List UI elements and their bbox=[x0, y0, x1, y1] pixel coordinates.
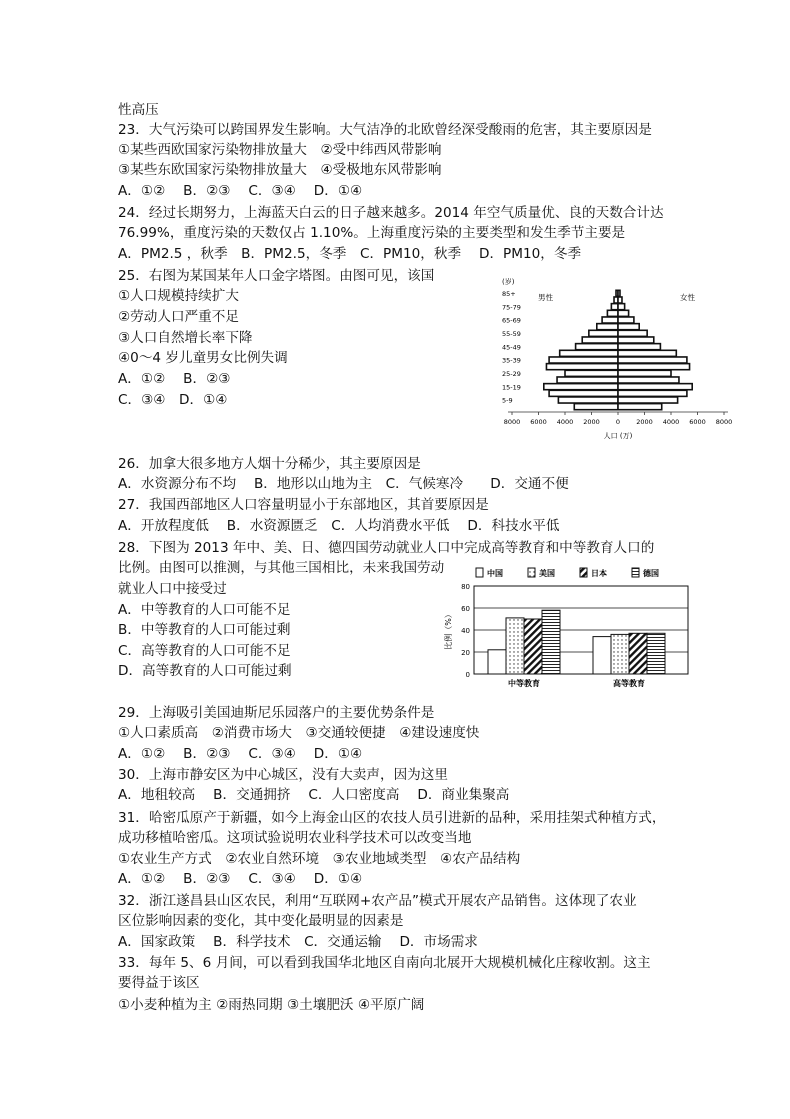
legend-male: 男性 bbox=[538, 293, 553, 302]
age-tick-label: 55-59 bbox=[502, 330, 521, 338]
age-tick-label: 75-79 bbox=[502, 303, 521, 312]
bar bbox=[593, 637, 611, 674]
text-line: 23．大气污染可以跨国界发生影响。大气洁净的北欧曾经深受酸雨的危害，其主要原因是 bbox=[118, 122, 652, 138]
pyramid-bar-female bbox=[618, 344, 660, 350]
text-line: ④0～4 岁儿童男女比例失调 bbox=[118, 350, 288, 366]
text-line: A．水资源分布不均 B．地形以山地为主 C．气候寒冷 D．交通不便 bbox=[118, 476, 569, 492]
text-line: ①人口规模持续扩大 bbox=[118, 288, 239, 304]
pyramid-bar-male bbox=[560, 350, 618, 356]
text-line: ③人口自然增长率下降 bbox=[118, 330, 253, 346]
pyramid-bar-male bbox=[582, 337, 618, 343]
text-line: A．①② B．②③ C．③④ D．①④ bbox=[118, 183, 363, 199]
bar bbox=[506, 618, 524, 674]
text-line: A．①② B．②③ C．③④ D．①④ bbox=[118, 871, 363, 887]
pyramid-bar-male bbox=[607, 310, 618, 316]
text-line: A．地租较高 B．交通拥挤 C．人口密度高 D．商业集聚高 bbox=[118, 787, 510, 803]
bar bbox=[524, 619, 542, 674]
pyramid-bar-female bbox=[618, 364, 690, 370]
legend-swatch bbox=[528, 568, 535, 577]
text-line: 76.99%，重度污染的天数仅占 1.10%。上海重度污染的主要类型和发生季节主要是 bbox=[118, 225, 626, 241]
x-axis-label: 人口 (万) bbox=[603, 432, 633, 440]
age-tick-label: 25-29 bbox=[502, 370, 521, 378]
text-line: 比例。由图可以推测，与其他三国相比，未来我国劳动 bbox=[118, 560, 445, 576]
x-tick-label: 8000 bbox=[715, 418, 733, 426]
x-tick-label: 4000 bbox=[556, 418, 574, 426]
text-line: A．①② B．②③ C．③④ D．①④ bbox=[118, 746, 363, 762]
text-line: A．开放程度低 B．水资源匮乏 C．人均消费水平低 D．科技水平低 bbox=[118, 518, 560, 534]
text-line: 性高压 bbox=[118, 102, 159, 118]
y-tick-label: 20 bbox=[461, 649, 470, 657]
pyramid-bar-male bbox=[589, 330, 618, 336]
pyramid-bar-male bbox=[549, 390, 618, 396]
age-tick-label: 45-49 bbox=[502, 343, 521, 352]
pyramid-bar-male bbox=[549, 357, 618, 363]
pyramid-bar-female bbox=[618, 397, 678, 403]
legend-label: 美国 bbox=[539, 569, 555, 578]
text-line: 29．上海吸引美国迪斯尼乐园落户的主要优势条件是 bbox=[118, 705, 435, 721]
text-line: 25．右图为某国某年人口金字塔图。由图可见，该国 bbox=[118, 268, 435, 284]
pyramid-bar-female bbox=[618, 404, 662, 410]
pyramid-bar-female bbox=[618, 324, 639, 330]
text-line: 31．哈密瓜原产于新疆，如今上海金山区的农技人员引进新的品种，采用挂架式种植方式， bbox=[118, 810, 666, 826]
text-line: ①人口素质高 ②消费市场大 ③交通较便捷 ④建设速度快 bbox=[118, 725, 480, 741]
y-axis-label: 比例（%） bbox=[444, 610, 453, 650]
text-line: A．①② B．②③ bbox=[118, 371, 231, 387]
text-line: ③某些东欧国家污染物排放量大 ④受极地东风带影响 bbox=[118, 162, 442, 178]
pyramid-bar-male bbox=[557, 377, 618, 383]
x-tick-label: 0 bbox=[615, 418, 621, 426]
text-line: A．PM2.5 ，秋季 B．PM2.5，冬季 C．PM10，秋季 D．PM10，冬季 bbox=[118, 246, 582, 262]
pyramid-bar-female bbox=[618, 304, 625, 310]
text-line: 32．浙江遂昌县山区农民，利用“互联网+农产品”模式开展农产品销售。这体现了农业 bbox=[118, 893, 637, 909]
text-line: 27．我国西部地区人口容量明显小于东部地区，其首要原因是 bbox=[118, 497, 489, 513]
text-line: 30．上海市静安区为中心城区，没有大卖声，因为这里 bbox=[118, 767, 448, 783]
pyramid-bar-female bbox=[618, 377, 679, 383]
x-tick-label: 6000 bbox=[689, 418, 706, 426]
pyramid-bar-female bbox=[618, 330, 647, 336]
text-line: ②劳动人口严重不足 bbox=[118, 309, 239, 325]
pyramid-bar-male bbox=[565, 370, 618, 376]
age-tick-label: 35-39 bbox=[502, 356, 521, 365]
education-bar-chart bbox=[440, 562, 695, 694]
text-line: C．高等教育的人口可能不足 bbox=[118, 643, 291, 659]
age-tick-label: 65-69 bbox=[502, 316, 521, 325]
text-line: 成功移植哈密瓜。这项试验说明农业科学技术可以改变当地 bbox=[118, 830, 472, 846]
pyramid-bar-male bbox=[576, 344, 618, 350]
legend-label: 德国 bbox=[643, 569, 659, 578]
y-tick-label: 60 bbox=[461, 605, 470, 613]
legend-label: 日本 bbox=[591, 569, 607, 578]
pyramid-bar-female bbox=[618, 297, 622, 303]
x-tick-label: 2000 bbox=[636, 418, 653, 426]
x-tick-label: 2000 bbox=[583, 418, 600, 426]
pyramid-bar-female bbox=[618, 337, 654, 343]
text-line: ①某些西欧国家污染物排放量大 ②受中纬西风带影响 bbox=[118, 142, 442, 158]
x-tick-label: 6000 bbox=[530, 418, 547, 426]
legend-swatch bbox=[476, 568, 483, 577]
legend-swatch bbox=[580, 568, 587, 577]
text-line: A．国家政策 B．科学技术 C．交通运输 D．市场需求 bbox=[118, 934, 478, 950]
population-pyramid-chart bbox=[500, 270, 750, 450]
pyramid-bar-male bbox=[611, 304, 618, 310]
age-tick-label: 5-9 bbox=[502, 396, 513, 405]
text-line: 26．加拿大很多地方人烟十分稀少，其主要原因是 bbox=[118, 456, 421, 472]
y-axis-unit: (岁) bbox=[502, 278, 515, 286]
bar bbox=[611, 634, 629, 674]
text-line: D．高等教育的人口可能过剩 bbox=[118, 663, 292, 679]
pyramid-bar-female bbox=[618, 350, 676, 356]
pyramid-bar-male bbox=[602, 317, 618, 323]
text-line: ①小麦种植为主 ②雨热同期 ③土壤肥沃 ④平原广阔 bbox=[118, 997, 425, 1013]
bar bbox=[647, 633, 665, 674]
bar bbox=[542, 610, 560, 674]
text-line: 28．下图为 2013 年中、美、日、德四国劳动就业人口中完成高等教育和中等教育人口的 bbox=[118, 540, 655, 556]
pyramid-bar-male bbox=[544, 384, 618, 390]
text-line: 33．每年 5、6 月间，可以看到我国华北地区自南向北展开大规模机械化庄稼收割。这主 bbox=[118, 955, 651, 971]
bar bbox=[629, 633, 647, 674]
text-line: C．③④ D．①④ bbox=[118, 392, 228, 408]
y-tick-label: 80 bbox=[461, 583, 470, 591]
pyramid-bar-female bbox=[618, 390, 687, 396]
legend-female: 女性 bbox=[680, 293, 695, 302]
pyramid-bar-female bbox=[618, 317, 634, 323]
text-line: 区位影响因素的变化，其中变化最明显的因素是 bbox=[118, 913, 404, 929]
pyramid-bar-male bbox=[558, 397, 618, 403]
text-line: 要得益于该区 bbox=[118, 975, 200, 991]
legend-label: 中国 bbox=[487, 569, 503, 578]
y-tick-label: 40 bbox=[461, 627, 470, 635]
pyramid-bar-female bbox=[618, 357, 687, 363]
category-label: 中等教育 bbox=[508, 679, 540, 688]
bar bbox=[488, 650, 506, 674]
text-line: A．中等教育的人口可能不足 bbox=[118, 602, 291, 618]
pyramid-bar-female bbox=[618, 310, 629, 316]
pyramid-bar-female bbox=[618, 370, 671, 376]
text-line: ①农业生产方式 ②农业自然环境 ③农业地域类型 ④农产品结构 bbox=[118, 851, 521, 867]
age-tick-label: 15-19 bbox=[502, 383, 521, 392]
text-line: 24．经过长期努力，上海蓝天白云的日子越来越多。2014 年空气质量优、良的天数合计达 bbox=[118, 205, 664, 221]
text-line: B．中等教育的人口可能过剩 bbox=[118, 622, 291, 638]
pyramid-bar-male bbox=[574, 404, 618, 410]
x-tick-label: 4000 bbox=[662, 418, 680, 426]
text-line: 就业人口中接受过 bbox=[118, 581, 227, 597]
category-label: 高等教育 bbox=[613, 679, 645, 688]
pyramid-bar-male bbox=[546, 364, 618, 370]
y-tick-label: 0 bbox=[465, 671, 470, 679]
pyramid-bar-female bbox=[618, 384, 692, 390]
legend-swatch bbox=[632, 568, 639, 577]
age-tick-label: 85+ bbox=[502, 290, 516, 298]
pyramid-bar-male bbox=[597, 324, 618, 330]
x-tick-label: 8000 bbox=[503, 418, 521, 426]
pyramid-bar-female bbox=[618, 290, 620, 296]
